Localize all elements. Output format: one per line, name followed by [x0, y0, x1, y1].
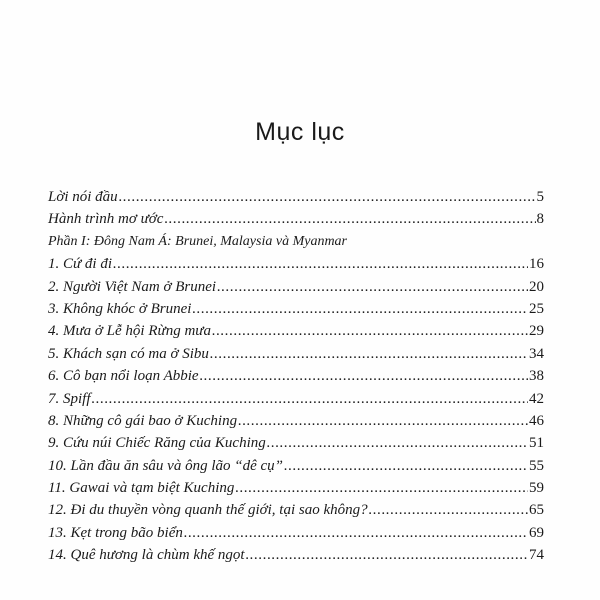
toc-leader-dots	[92, 388, 528, 410]
toc-entry-title: 5. Khách sạn có ma ở Sibu	[48, 345, 209, 362]
toc-entry	[48, 499, 544, 521]
toc-page-number: 8	[536, 211, 544, 228]
toc-page-number: 51	[529, 435, 544, 452]
toc-leader-dots	[217, 276, 528, 298]
toc-entry	[48, 388, 544, 410]
toc-entry	[48, 208, 544, 230]
toc-page-number: 46	[529, 412, 544, 429]
toc-page-number: 20	[529, 278, 544, 295]
toc-page-number: 42	[529, 390, 544, 407]
toc-entry-title: 3. Không khóc ở Brunei	[48, 300, 192, 317]
toc-entry-title: 13. Kẹt trong bão biển	[48, 524, 183, 541]
toc-entry	[48, 544, 544, 566]
toc-entry-title: 11. Gawai và tạm biệt Kuching	[48, 480, 235, 497]
toc-leader-dots	[119, 186, 536, 208]
toc-leader-dots	[192, 298, 528, 320]
toc-page-number: 74	[529, 547, 544, 564]
toc-leader-dots	[238, 410, 528, 432]
toc-entry-title: 14. Quê hương là chùm khế ngọt	[48, 547, 245, 564]
toc-entry	[48, 343, 544, 365]
toc-leader-dots	[184, 522, 528, 544]
toc-section-heading: Phần I: Đông Nam Á: Brunei, Malaysia và Myanmar	[48, 233, 348, 249]
toc-entry	[48, 365, 544, 387]
toc-entry-title: 8. Những cô gái bao ở Kuching	[48, 412, 238, 429]
toc-leader-dots	[246, 544, 528, 566]
toc-page-number: 69	[529, 524, 544, 541]
toc-page-number: 29	[529, 323, 544, 340]
toc-entry-title: 4. Mưa ở Lễ hội Rừng mưa	[48, 323, 211, 340]
toc-entry	[48, 253, 544, 275]
toc-leader-dots	[284, 455, 528, 477]
toc-entry-title: 10. Lần đầu ăn sâu và ông lão “dê cụ”	[48, 457, 284, 474]
toc-entry	[48, 455, 544, 477]
toc-page-number: 16	[529, 256, 544, 273]
toc-entry-title: 1. Cứ đi đi	[48, 256, 113, 273]
toc-leader-dots	[267, 432, 528, 454]
toc-entry	[48, 522, 544, 544]
page-title: Mục lục	[255, 118, 345, 146]
toc-entry-title: 7. Spiff	[48, 390, 91, 407]
toc-entry	[48, 276, 544, 298]
toc-page-number: 34	[529, 345, 544, 362]
toc-leader-dots	[235, 477, 528, 499]
toc-entry	[48, 320, 544, 342]
toc-entry-title: 9. Cứu núi Chiếc Răng của Kuching	[48, 435, 266, 452]
toc-page-number: 65	[529, 502, 544, 519]
toc-leader-dots	[113, 253, 528, 275]
toc-leader-dots	[200, 365, 528, 387]
toc-leader-dots	[164, 208, 535, 230]
toc-entry	[48, 186, 544, 208]
toc-page-number: 59	[529, 480, 544, 497]
toc-entry	[48, 410, 544, 432]
toc-page-number: 25	[529, 300, 544, 317]
toc-entry	[48, 477, 544, 499]
toc-entry-title: Hành trình mơ ước	[48, 211, 164, 228]
toc-leader-dots	[212, 320, 528, 342]
toc-entry-title: 6. Cô bạn nổi loạn Abbie	[48, 368, 199, 385]
toc-page-number: 55	[529, 457, 544, 474]
toc-entry-title: 12. Đi du thuyền vòng quanh thế giới, tại sao không?	[48, 502, 368, 519]
toc-entry-title: 2. Người Việt Nam ở Brunei	[48, 278, 217, 295]
toc-entry-title: Lời nói đầu	[48, 189, 118, 205]
toc-leader-dots	[369, 499, 528, 521]
toc-entry	[48, 432, 544, 454]
toc-entry	[48, 298, 544, 320]
toc-page-number: 5	[536, 189, 544, 205]
toc-page-number: 38	[529, 368, 544, 385]
toc-leader-dots	[210, 343, 528, 365]
table-of-contents	[48, 186, 544, 567]
